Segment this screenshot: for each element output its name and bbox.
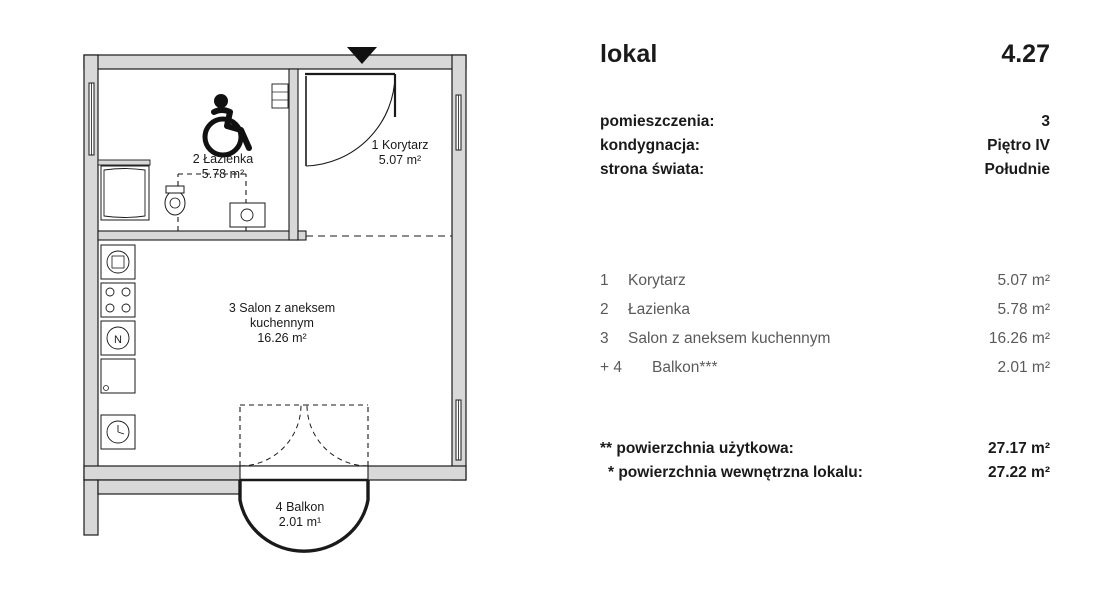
total-row-usable-area	[600, 440, 1050, 464]
meta-row	[600, 113, 1050, 137]
meta-key: strona świata:	[600, 161, 705, 178]
room-area: 5.78 m²	[997, 301, 1050, 318]
svg-text:N: N	[114, 334, 122, 346]
meta-value: 3	[1041, 113, 1050, 130]
total-row-internal-area	[600, 464, 1050, 488]
room-row	[600, 330, 1050, 359]
total-value: 27.22 m²	[987, 464, 1050, 481]
total-label: ** powierzchnia użytkowa:	[600, 440, 794, 457]
plan-label-korytarz-name: 1 Korytarz	[371, 138, 429, 152]
plan-label-balkon-area: 2.01 m¹	[278, 515, 322, 529]
room-area: 5.07 m²	[997, 272, 1050, 289]
plan-label-lazienka-area: 5.78 m²	[201, 167, 245, 181]
room-name: Salon z aneksem kuchennym	[628, 330, 831, 347]
total-value: 27.17 m²	[987, 440, 1050, 457]
room-index: 1	[600, 272, 609, 289]
meta-value: Południe	[984, 161, 1050, 178]
page-title: lokal	[600, 40, 658, 68]
plan-label-salon-name-2: kuchennym	[250, 316, 314, 330]
plan-label-balkon-name: 4 Balkon	[275, 500, 325, 514]
meta-key: pomieszczenia:	[600, 113, 715, 130]
unit-info-panel	[600, 0, 1060, 600]
plan-label-korytarz	[350, 138, 450, 168]
room-index: 3	[600, 330, 609, 347]
meta-key: kondygnacja:	[600, 137, 700, 154]
unit-number: 4.27	[1001, 40, 1050, 68]
room-index: + 4	[600, 359, 622, 376]
room-list	[600, 272, 1050, 388]
plan-label-lazienka-name: 2 Łazienka	[192, 152, 254, 166]
plan-label-salon-area: 16.26 m²	[257, 331, 307, 345]
plan-label-salon	[192, 301, 372, 346]
room-name: Balkon***	[652, 359, 718, 376]
plan-label-salon-name: 3 Salon z aneksem	[228, 301, 336, 315]
room-row-balcony	[600, 359, 1050, 388]
room-area: 16.26 m²	[988, 330, 1050, 347]
unit-title-row	[600, 40, 1050, 69]
plan-label-balkon	[240, 500, 360, 530]
meta-row	[600, 137, 1050, 161]
room-row	[600, 272, 1050, 301]
wheelchair-accessible-icon	[205, 94, 249, 155]
totals-list	[600, 440, 1050, 488]
room-name: Korytarz	[628, 272, 686, 289]
meta-value: Piętro IV	[987, 137, 1050, 154]
plan-label-lazienka	[168, 152, 278, 182]
unit-meta-list	[600, 113, 1050, 185]
meta-row	[600, 161, 1050, 185]
total-label: * powierzchnia wewnętrzna lokalu:	[608, 464, 863, 481]
room-name: Łazienka	[628, 301, 691, 318]
room-row	[600, 301, 1050, 330]
room-area: 2.01 m²	[997, 359, 1050, 376]
plan-label-korytarz-area: 5.07 m²	[378, 153, 422, 167]
room-index: 2	[600, 301, 609, 318]
